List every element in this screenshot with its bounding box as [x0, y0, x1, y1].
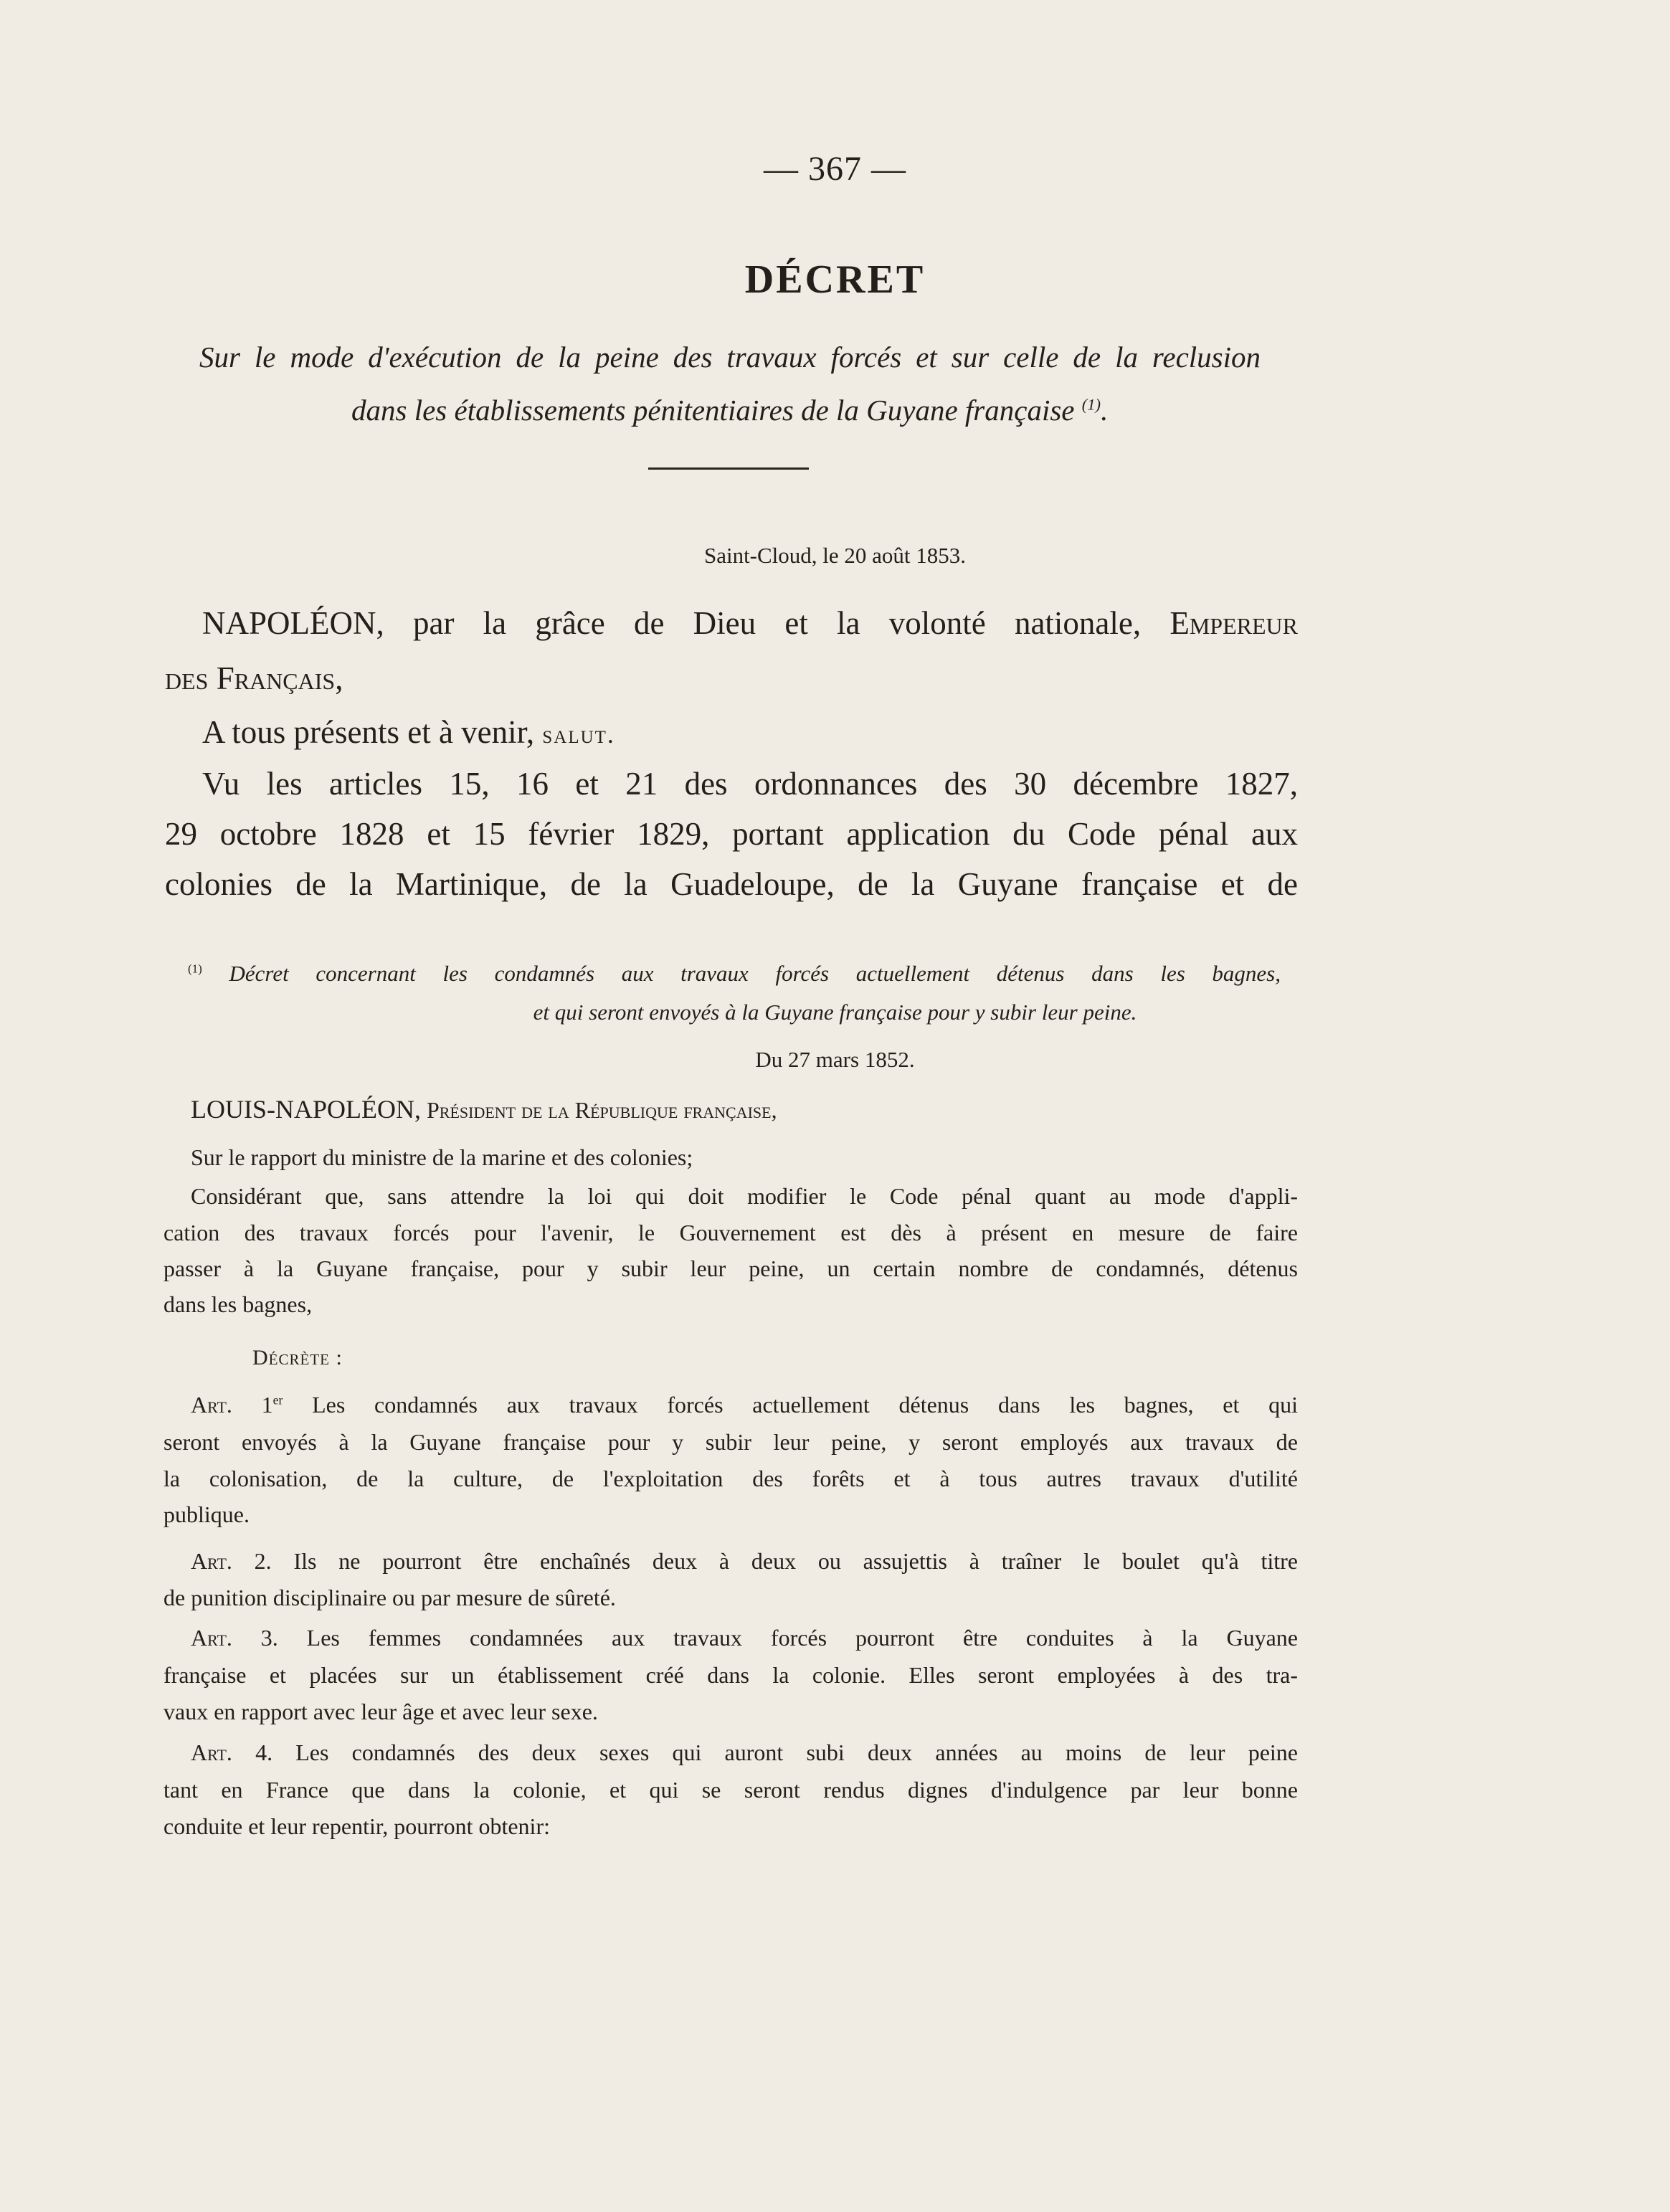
- article-1-text: Les condamnés aux travaux forcés actuellement détenus dans les bagnes, et qui: [283, 1392, 1299, 1418]
- article-3-line-2: française et placées sur un établissement créé dans la colonie. Elles seront employées à des tra-: [163, 1662, 1298, 1688]
- footnote-preamble: [191, 1094, 777, 1124]
- title-rule: [648, 467, 809, 470]
- footnote-heading-text: Décret concernant les condamnés aux travaux forcés actuellement détenus dans les bagnes,: [229, 961, 1281, 986]
- salut-text: A tous présents et à venir,: [202, 714, 543, 750]
- considerant-line-2: cation des travaux forcés pour l'avenir, le Gouvernement est dès à présent en mesure de faire: [163, 1220, 1298, 1245]
- preamble-line-1: [202, 604, 1298, 642]
- footnote-date: Du 27 mars 1852.: [755, 1047, 915, 1072]
- emperor-title: Empereur: [1170, 605, 1298, 641]
- article-3-line-1: [191, 1625, 1298, 1651]
- emperor-title-2: des Français: [165, 660, 336, 696]
- emperor-name: NAPOLÉON,: [202, 605, 384, 641]
- article-1-line-3: la colonisation, de la culture, de l'exploitation des forêts et à tous autres travaux d'utilité: [163, 1466, 1298, 1491]
- preamble-text: par la grâce de Dieu et la volonté nationale,: [384, 605, 1170, 641]
- article-4-line-2: tant en France que dans la colonie, et qui se seront rendus dignes d'indulgence par leur bonne: [163, 1777, 1298, 1803]
- decree-title: DÉCRET: [744, 257, 926, 302]
- vu-line-1: Vu les articles 15, 16 et 21 des ordonnances des 30 décembre 1827,: [202, 766, 1298, 802]
- article-4-text: Les condamnés des deux sexes qui auront subi deux années au moins de leur peine: [272, 1739, 1298, 1765]
- article-4-line-1: [191, 1739, 1298, 1766]
- vu-line-2: 29 octobre 1828 et 15 février 1829, portant application du Code pénal aux: [165, 816, 1298, 852]
- article-3-line-3: vaux en rapport avec leur âge et avec leur sexe.: [163, 1699, 598, 1724]
- decree-subtitle-line-1: Sur le mode d'exécution de la peine des travaux forcés et sur celle de la reclusion: [199, 341, 1261, 374]
- president-title: Président de la République française,: [420, 1097, 777, 1123]
- article-1-line-2: seront envoyés à la Guyane française pour y subir leur peine, y seront employés aux travaux de: [163, 1429, 1298, 1455]
- footnote-ref: (1): [188, 962, 202, 976]
- considerant-line-3: passer à la Guyane française, pour y subir leur peine, un certain nombre de condamnés, détenus: [163, 1255, 1298, 1281]
- article-4-line-3: conduite et leur repentir, pourront obtenir:: [163, 1813, 550, 1839]
- considerant-line-4: dans les bagnes,: [163, 1291, 313, 1317]
- subtitle-text: dans les établissements pénitentiaires de la Guyane française: [351, 394, 1075, 427]
- salut-word: salut.: [542, 720, 615, 749]
- vu-line-3: colonies de la Martinique, de la Guadeloupe, de la Guyane française et de: [165, 866, 1298, 902]
- article-2-text: Ils ne pourront être enchaînés deux à deux ou assujettis à traîner le boulet qu'à titre: [271, 1548, 1298, 1574]
- dateline: Saint-Cloud, le 20 août 1853.: [703, 543, 967, 568]
- article-1-line-4: publique.: [163, 1501, 250, 1527]
- footnote-heading-line-1: [188, 961, 1281, 987]
- subtitle-end: .: [1101, 394, 1109, 427]
- article-4-label: Art. 4.: [191, 1739, 273, 1765]
- article-1-label-sup: er: [272, 1392, 283, 1408]
- article-1-label: Art. 1: [191, 1392, 273, 1418]
- subtitle-note-ref: (1): [1081, 395, 1101, 414]
- considerant-line-1: Considérant que, sans attendre la loi qui doit modifier le Code pénal quant au mode d'appli-: [191, 1183, 1298, 1209]
- article-1-line-1: [191, 1392, 1298, 1418]
- salut-line: [202, 713, 615, 751]
- decrete-heading: Décrète :: [252, 1346, 343, 1370]
- article-2-line-2: de punition disciplinaire ou par mesure de sûreté.: [163, 1585, 616, 1610]
- article-2-line-1: [191, 1548, 1298, 1575]
- article-3-text: Les femmes condamnées aux travaux forcés pourront être conduites à la Guyane: [277, 1625, 1299, 1651]
- article-2-label: Art. 2.: [191, 1548, 272, 1574]
- preamble-end: ,: [335, 660, 343, 696]
- page-number: — 367 —: [764, 150, 906, 188]
- footnote-heading-line-2: et qui seront envoyés à la Guyane française pour y subir leur peine.: [533, 1000, 1137, 1025]
- footnote-rapport: Sur le rapport du ministre de la marine et des colonies;: [191, 1144, 693, 1170]
- president-name: LOUIS-NAPOLÉON,: [191, 1095, 421, 1124]
- preamble-line-2: [165, 660, 343, 697]
- decree-subtitle-line-2: [351, 393, 1108, 427]
- article-3-label: Art. 3.: [191, 1625, 278, 1651]
